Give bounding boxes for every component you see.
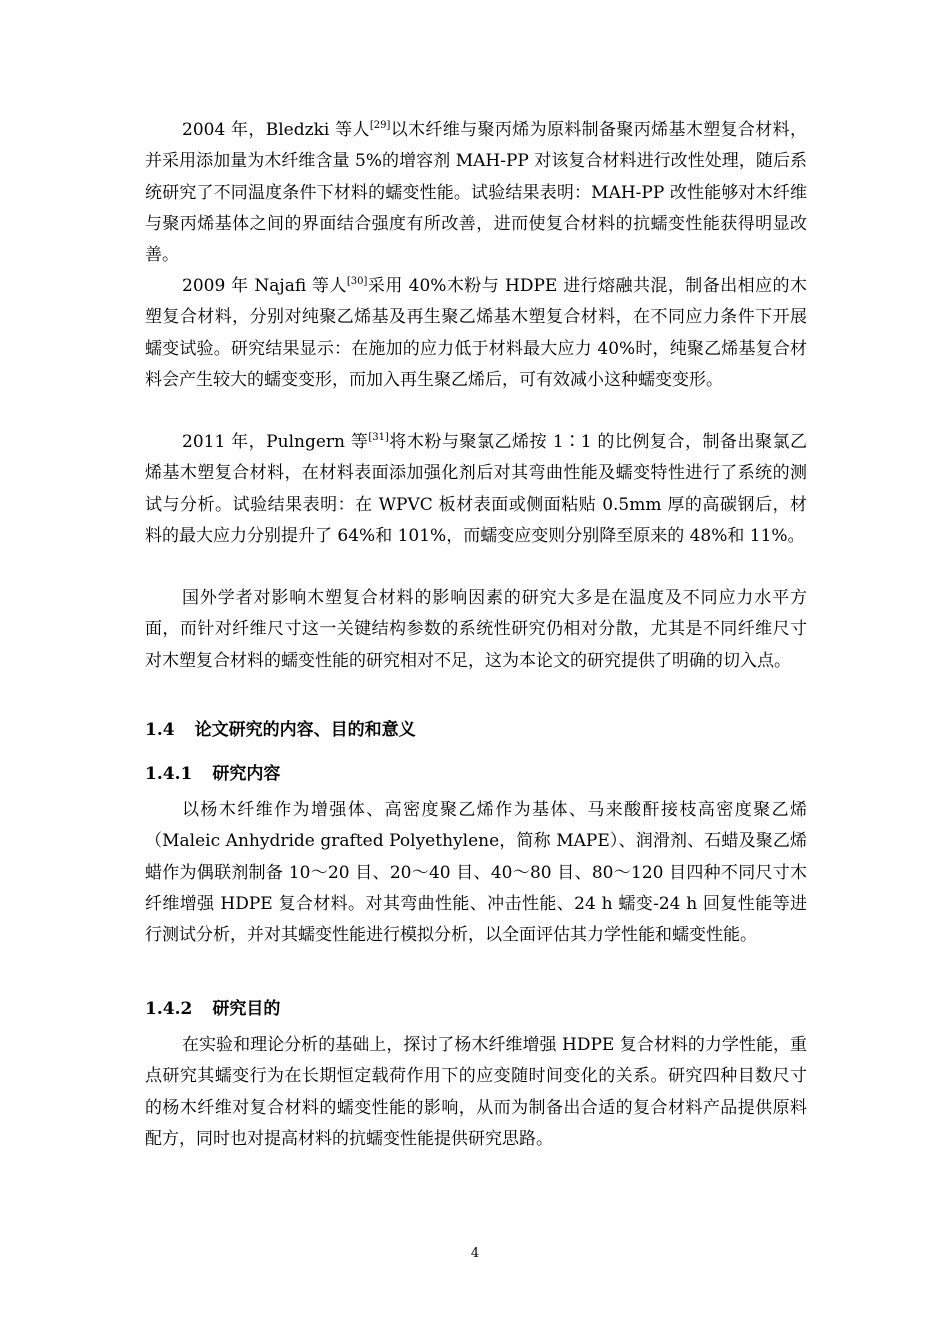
section-heading-1-4-2 [145,997,280,1021]
section-number: 1.4.2 [145,999,193,1019]
section-heading-1-4-1 [145,762,280,786]
paragraph-pulngern [145,427,807,552]
citation-ref: [31] [368,432,389,443]
page-number: 4 [470,1246,480,1261]
paragraph-najafi [145,271,807,396]
text-run: 将木粉与聚氯乙烯按 1∶1 的比例复合，制备出聚氯乙烯基木塑复合材料，在材料表面添加强化剂后对其弯曲性能及蠕变特性进行了系统的测试与分析。试验结果表明：在 WPVC 板材表面或侧面粘贴 0.5mm 厚的高碳钢后，材料的最大应力分别提升了 64%和 101%，而蠕变应变则分别降至原来的 48%和 11%。 [145,432,807,546]
section-heading-1-4 [145,718,416,742]
citation-ref: [30] [346,276,368,287]
citation-ref: [29] [369,120,391,131]
section-number: 1.4.1 [145,764,193,784]
text-run: 2009 年 Najafi 等人 [182,276,347,296]
section-title: 研究内容 [212,764,281,784]
text-run: 2011 年，Pulngern 等 [182,432,369,452]
text-run: 2004 年，Bledzki 等人 [182,120,370,140]
paragraph-bledzki [145,115,807,271]
text-run: 采用 40%木粉与 HDPE 进行熔融共混，制备出相应的木塑复合材料，分别对纯聚乙烯基及再生聚乙烯基木塑复合材料，在不同应力条件下开展蠕变试验。研究结果显示：在施加的应力低于材料最大应力 40%时，纯聚乙烯基复合材料会产生较大的蠕变变形，而加入再生聚乙烯后，可有效减小这种蠕变变形。 [145,276,807,390]
section-title: 研究目的 [212,999,281,1019]
paragraph-research-purpose: 在实验和理论分析的基础上，探讨了杨木纤维增强 HDPE 复合材料的力学性能，重点研究其蠕变行为在长期恒定载荷作用下的应变随时间变化的关系。研究四种目数尺寸的杨木纤维对复合材料的蠕变性能的影响，从而为制备出合适的复合材料产品提供原料配方，同时也对提高材料的抗蠕变性能提供研究思路。 [145,1035,807,1149]
section-number: 1.4 [145,720,175,740]
section-title: 论文研究的内容、目的和意义 [194,720,416,740]
text-run: 以木纤维与聚丙烯为原料制备聚丙烯基木塑复合材料，并采用添加量为木纤维含量 5%的增容剂 MAH-PP 对该复合材料进行改性处理，随后系统研究了不同温度条件下材料的蠕变性能。试验结果表明：MAH-PP 改性能够对木纤维与聚丙烯基体之间的界面结合强度有所改善，进而使复合材料的抗蠕变性能获得明显改善。 [145,120,808,266]
paragraph-summary: 国外学者对影响木塑复合材料的影响因素的研究大多是在温度及不同应力水平方面，而针对纤维尺寸这一关键结构参数的系统性研究仍相对分散，尤其是不同纤维尺寸对木塑复合材料的蠕变性能的研究相对不足，这为本论文的研究提供了明确的切入点。 [145,588,807,671]
paragraph-research-content: 以杨木纤维作为增强体、高密度聚乙烯作为基体、马来酸酐接枝高密度聚乙烯（Maleic Anhydride grafted Polyethylene，简称 MAPE）、润滑剂、石蜡及聚乙烯蜡作为偶联剂制备 10～20 目、20～40 目、40～80 目、80～120 目四种不同尺寸木纤维增强 HDPE 复合材料。对其弯曲性能、冲击性能、24 h 蠕变-24 h 回复性能等进行测试分析，并对其蠕变性能进行模拟分析，以全面评估其力学性能和蠕变性能。 [145,800,807,946]
